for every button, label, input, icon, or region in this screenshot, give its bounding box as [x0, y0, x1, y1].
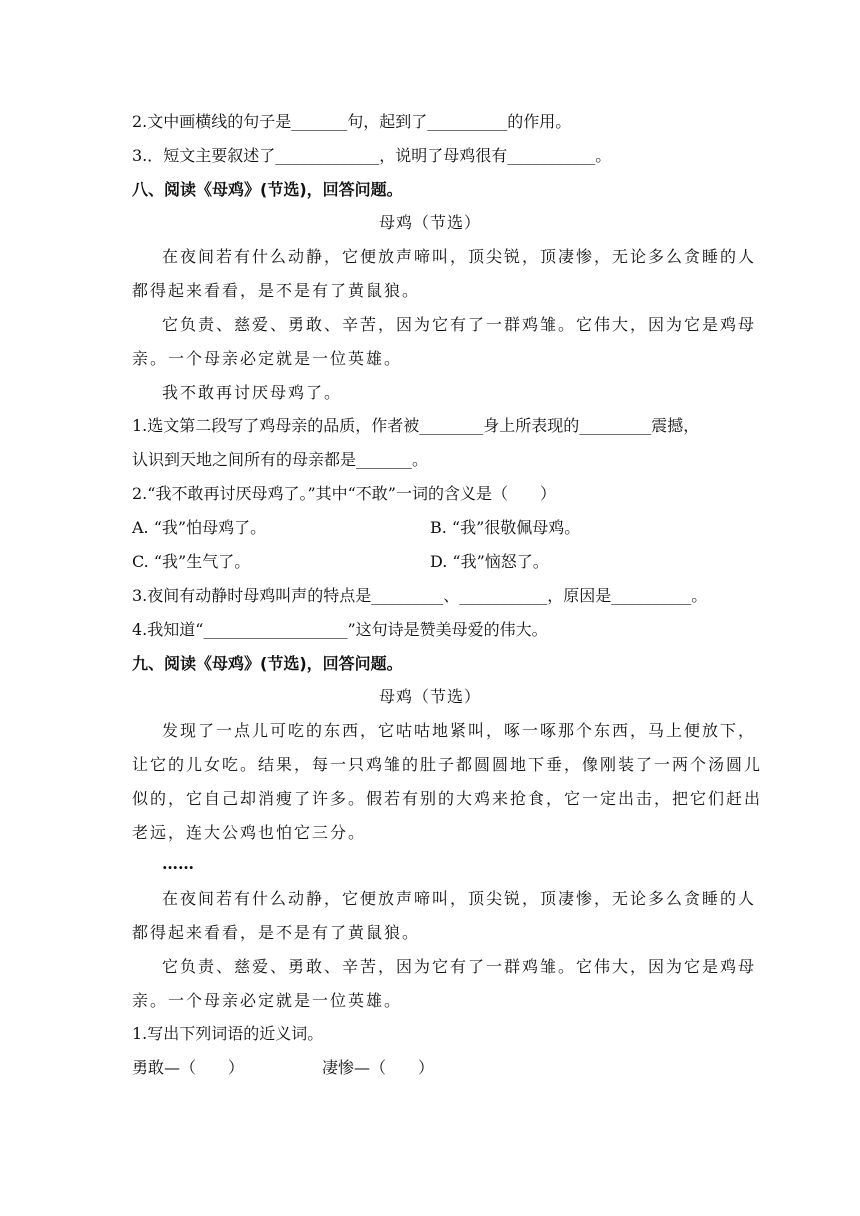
option-b: B. “我”很敬佩母鸡。	[430, 518, 581, 537]
section-9-para-1-line-2: 让它的儿女吃。结果，每一只鸡雏的肚子都圆圆地下垂，像刚装了一两个汤圆儿	[132, 755, 763, 774]
question-9-1: 1.写出下列词语的近义词。	[132, 1024, 324, 1043]
option-d: D. “我”恼怒了。	[430, 552, 549, 571]
synonym-word-1: 勇敢—（ ）	[132, 1058, 245, 1077]
option-c: C. “我”生气了。	[132, 552, 251, 571]
section-9-heading: 九、阅读《母鸡》(节选)，回答问题。	[132, 654, 403, 673]
question-8-3: 3.夜间有动静时母鸡叫声的特点是_________、___________，原因是__________。	[132, 586, 708, 605]
section-8-para-3: 我不敢再讨厌母鸡了。	[162, 383, 343, 402]
question-8-4: 4.我知道“__________________”这句诗是赞美母爱的伟大。	[132, 620, 548, 639]
section-8-para-2-line-1: 它负责、慈爱、勇敢、辛苦，因为它有了一群鸡雏。它伟大，因为它是鸡母	[162, 315, 757, 334]
section-9-para-2-line-1: 在夜间若有什么动静，它便放声啼叫，顶尖锐，顶凄惨，无论多么贪睡的人	[162, 889, 757, 908]
question-8-2: 2.“我不敢再讨厌母鸡了。”其中“不敢”一词的含义是（ ）	[132, 484, 556, 503]
section-9-para-3-line-1: 它负责、慈爱、勇敢、辛苦，因为它有了一群鸡雏。它伟大，因为它是鸡母	[162, 957, 757, 976]
section-9-para-1-line-3: 似的，它自己却消瘦了许多。假若有别的大鸡来抢食，它一定出击，把它们赶出	[132, 789, 763, 808]
section-9-para-2-line-2: 都得起来看看，是不是有了黄鼠狼。	[132, 923, 421, 942]
section-9-para-3-line-2: 亲。一个母亲必定就是一位英雄。	[132, 991, 403, 1010]
question-8-1-line-1: 1.选文第二段写了鸡母亲的品质，作者被________身上所表现的_________震撼，	[132, 416, 700, 435]
ellipsis: ……	[162, 854, 194, 873]
question-7-2: 2.文中画横线的句子是_______句，起到了__________的作用。	[132, 112, 572, 131]
section-8-title: 母鸡（节选）	[378, 213, 481, 232]
question-8-1-line-2: 认识到天地之间所有的母亲都是_______。	[132, 450, 429, 469]
section-8-heading: 八、阅读《母鸡》(节选)，回答问题。	[132, 180, 403, 199]
option-a: A. “我”怕母鸡了。	[132, 518, 267, 537]
section-8-para-2-line-2: 亲。一个母亲必定就是一位英雄。	[132, 349, 403, 368]
section-9-title: 母鸡（节选）	[378, 687, 481, 706]
question-7-3: 3.．短文主要叙述了_____________，说明了母鸡很有___________。	[132, 146, 612, 165]
section-9-para-1-line-4: 老远，连大公鸡也怕它三分。	[132, 823, 367, 842]
section-8-para-1-line-2: 都得起来看看，是不是有了黄鼠狼。	[132, 281, 421, 300]
section-8-para-1-line-1: 在夜间若有什么动静，它便放声啼叫，顶尖锐，顶凄惨，无论多么贪睡的人	[162, 247, 757, 266]
synonym-word-2: 凄惨—（ ）	[322, 1058, 435, 1077]
section-9-para-1-line-1: 发现了一点儿可吃的东西，它咕咕地紧叫，啄一啄那个东西，马上便放下，	[162, 721, 757, 740]
